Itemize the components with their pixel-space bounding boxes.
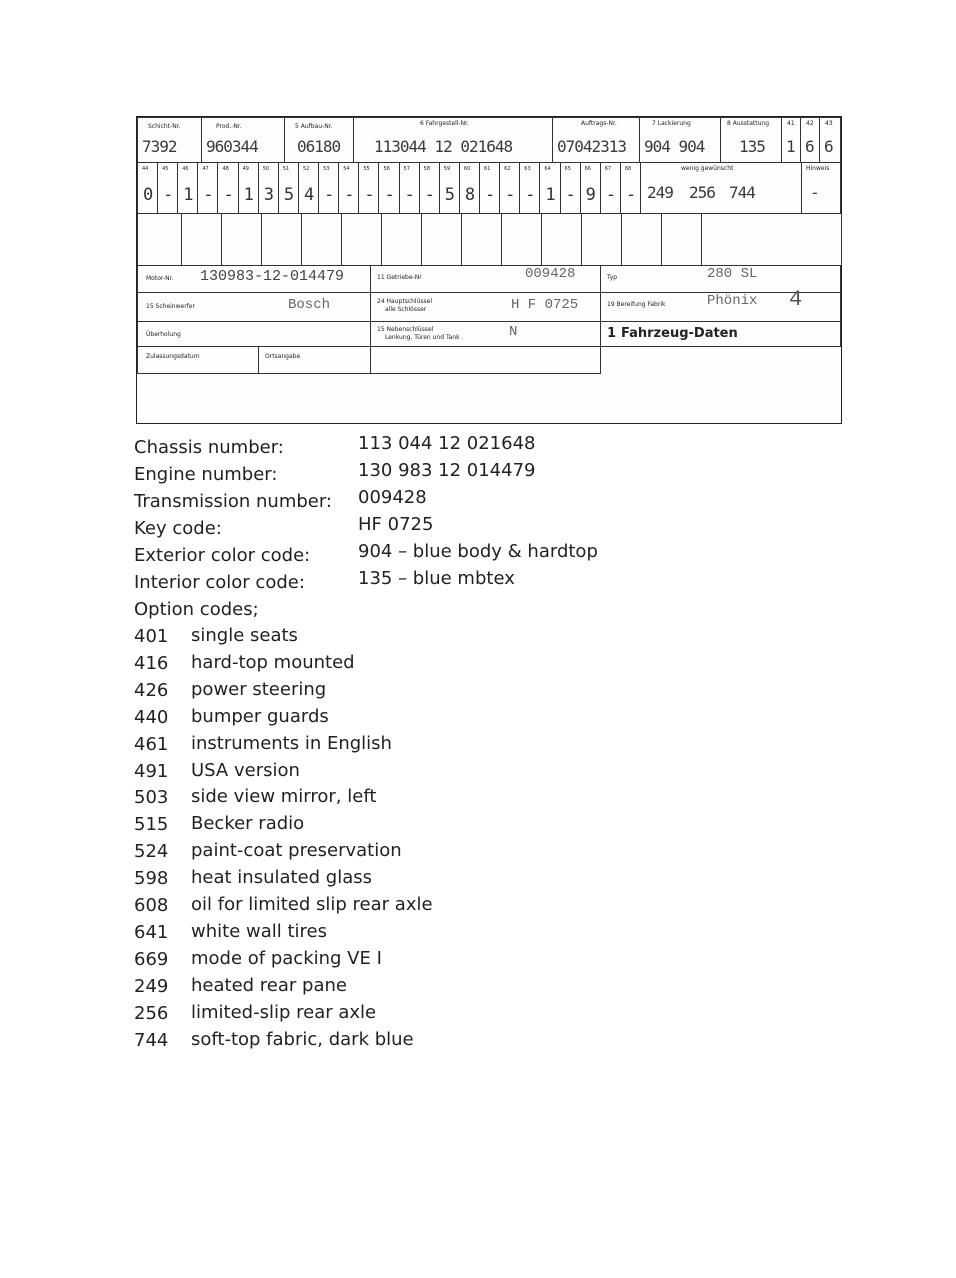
empty-box (381, 213, 422, 266)
motor-label: Motor-Nr. (146, 275, 174, 282)
option-description: USA version (191, 759, 300, 781)
code-cell-value: - (505, 185, 516, 205)
getriebe-label: 11 Getriebe-Nr (377, 274, 422, 281)
bereifung-mark: 4 (789, 287, 803, 312)
spec-label: Exterior color code: (134, 545, 311, 566)
aufbau-label: 5 Aufbau-Nr. (295, 123, 333, 130)
code-cell (157, 162, 178, 214)
fahrzeug-label: Fahrzeug-Daten (621, 326, 738, 341)
option-code: 401 (134, 626, 169, 647)
bereifung-label: 19 Bereifung Fabrik (607, 301, 666, 308)
code-cell (459, 162, 480, 214)
option-code: 256 (134, 1002, 169, 1024)
neben-label2: Lenkung, Türen und Tank (385, 334, 460, 341)
haupt-label: 24 Hauptschlüssel (377, 298, 433, 305)
code-cell (137, 162, 158, 214)
code-cell-value: - (364, 185, 375, 205)
code-cell-number: 55 (363, 166, 370, 172)
schicht-label: Schicht-Nr. (148, 123, 181, 130)
code-cell-value: 8 (464, 185, 476, 205)
code-cell (278, 162, 299, 214)
code-cell (419, 162, 440, 214)
empty-box (661, 213, 702, 266)
schicht-value: 7392 (142, 137, 177, 156)
code-cell-value: - (384, 185, 395, 205)
code-cell-value: - (324, 185, 335, 205)
option-code: 416 (134, 652, 169, 674)
cell-ausstattung (720, 117, 782, 163)
option-description: paint-coat preservation (191, 840, 402, 862)
code-cell-number: 64 (544, 166, 551, 172)
option-code: 744 (134, 1029, 169, 1051)
empty-box (341, 213, 382, 266)
code-cell-value: - (163, 185, 174, 205)
option-description: heated rear pane (191, 974, 347, 996)
code-cell (238, 162, 259, 214)
aufbau-value: 06180 (297, 137, 341, 156)
code-cell-value: - (485, 185, 496, 205)
ausstattung-value: 135 (739, 137, 765, 156)
code-cell (439, 162, 460, 214)
code-cell-number: 51 (282, 166, 290, 172)
sonder-value-0: 249 (647, 183, 673, 202)
code-cell-number: 52 (302, 166, 310, 172)
cell-schicht (137, 117, 202, 163)
cell-42 (800, 117, 820, 163)
cell-getriebe (370, 265, 601, 293)
spec-value: 009428 (358, 487, 427, 508)
lack-value: 904 904 (644, 137, 705, 156)
prod-label: Prod.-Nr. (216, 123, 242, 130)
option-description: Becker radio (191, 813, 305, 835)
code-cell-value: - (565, 185, 576, 205)
cell-typ (600, 265, 841, 293)
c41-label: 41 (787, 120, 795, 127)
cell-sonder (640, 162, 802, 214)
fahrgestell-value: 113044 12 021648 (374, 137, 513, 156)
code-cell (358, 162, 379, 214)
option-description: power steering (191, 678, 327, 700)
code-cell-number: 58 (423, 166, 431, 172)
option-description: soft-top fabric, dark blue (191, 1028, 414, 1050)
bereifung-value: Phönix (707, 293, 758, 309)
option-code: 608 (134, 895, 169, 916)
spec-value: HF 0725 (358, 514, 434, 535)
sonder-value-2: 744 (729, 183, 755, 202)
code-cell-value: - (223, 185, 234, 205)
spec-label: Interior color code: (134, 572, 305, 593)
cell-blank-a (370, 346, 601, 374)
cell-scheinwerfer (137, 292, 371, 322)
cell-nebenschluessel (370, 321, 601, 347)
options-heading: Option codes; (134, 599, 259, 620)
spec-value: 130 983 12 014479 (358, 460, 536, 481)
code-cell (197, 162, 218, 214)
option-description: hard-top mounted (191, 651, 355, 673)
empty-box (221, 213, 262, 266)
option-code: 249 (134, 975, 169, 997)
option-description: oil for limited slip rear axle (191, 894, 433, 915)
code-cell-value: 5 (283, 185, 295, 205)
option-code: 461 (134, 733, 169, 755)
typ-value: 280 SL (707, 266, 758, 282)
code-cell-number: 65 (564, 166, 571, 172)
zulassung-label: Zulassungsdatum (146, 353, 200, 360)
option-code: 491 (134, 760, 169, 782)
cell-prod (201, 117, 285, 163)
sonder-label: wenig gewünscht (681, 165, 734, 172)
fahrgestell-label: 6 Fahrgestell-Nr. (420, 120, 469, 127)
spec-label: Engine number: (134, 464, 278, 485)
code-cell-number: 61 (484, 166, 491, 172)
c42-value: 6 (805, 137, 814, 156)
option-description: single seats (191, 625, 298, 646)
empty-box (301, 213, 342, 266)
code-cell-number: 47 (202, 166, 209, 172)
scheinwerfer-label: 15 Scheinwerfer (146, 303, 195, 310)
code-cell-number: 50 (262, 166, 270, 172)
code-cell-value: - (605, 185, 616, 205)
code-cell-value: 5 (444, 185, 456, 205)
cell-lack (639, 117, 721, 163)
code-cell-value: 1 (183, 185, 194, 205)
code-cell-number: 60 (463, 166, 471, 172)
option-description: mode of packing VE I (191, 947, 382, 969)
cell-41 (781, 117, 801, 163)
empty-box (541, 213, 582, 266)
code-cell-number: 67 (604, 166, 612, 172)
code-cell (217, 162, 238, 214)
fahrzeug-mark: 1 (607, 326, 617, 341)
code-cell-value: - (344, 185, 355, 205)
option-description: heat insulated glass (191, 867, 373, 889)
c42-label: 42 (806, 120, 814, 127)
code-cell-value: 3 (263, 185, 274, 205)
empty-box (461, 213, 502, 266)
cell-fahrgestell (353, 117, 553, 163)
code-cell (600, 162, 621, 214)
code-cell-value: 4 (303, 185, 315, 205)
empty-box (701, 213, 842, 266)
code-cell-value: 0 (143, 185, 154, 205)
empty-box (501, 213, 542, 266)
code-cell (318, 162, 339, 214)
spec-label: Chassis number: (134, 437, 284, 458)
cell-43 (819, 117, 841, 163)
motor-value: 130983-12-014479 (200, 268, 345, 285)
code-cell-value: 1 (545, 185, 556, 205)
option-code: 641 (134, 921, 169, 943)
code-cell-value: - (525, 185, 536, 205)
code-cell-value: - (625, 185, 637, 205)
code-cell-value: - (203, 185, 214, 205)
spec-value: 135 – blue mbtex (358, 568, 515, 589)
code-cell-number: 53 (323, 166, 330, 172)
code-cell-number: 44 (142, 166, 149, 172)
cell-ueberholung (137, 321, 371, 347)
cell-bereifung (600, 287, 841, 322)
option-code: 515 (134, 814, 169, 836)
cell-fahrzeug-daten (600, 321, 841, 347)
spec-label: Key code: (134, 518, 222, 539)
code-cell-number: 48 (222, 166, 229, 172)
auftrag-label: Auftrags-Nr. (581, 120, 617, 127)
option-code: 426 (134, 679, 169, 701)
neben-label: 15 Nebenschlüssel (377, 326, 434, 333)
code-cell-number: 49 (242, 166, 249, 172)
cell-hinweis (801, 162, 841, 214)
code-cell (399, 162, 420, 214)
c43-label: 43 (825, 120, 833, 127)
code-cell-number: 45 (162, 166, 169, 172)
option-description: white wall tires (191, 920, 327, 942)
spec-label: Transmission number: (134, 491, 332, 512)
code-cell (499, 162, 520, 214)
ort-label: Ortsangabe (265, 353, 301, 360)
sonder-value-1: 256 (689, 183, 715, 202)
code-cell-number: 56 (383, 166, 390, 172)
empty-box (621, 213, 662, 266)
empty-box (581, 213, 622, 266)
haupt-value: H F 0725 (511, 297, 579, 313)
code-cell-number: 66 (584, 166, 591, 172)
code-cell-number: 57 (403, 166, 410, 172)
neben-value: N (509, 324, 518, 340)
code-cell (620, 162, 641, 214)
auftrag-value: 07042313 (557, 137, 627, 156)
code-cell (539, 162, 560, 214)
cell-ort (258, 346, 371, 374)
empty-box (181, 213, 222, 266)
code-cell (378, 162, 399, 214)
code-cell (560, 162, 581, 214)
code-cell-value: 1 (243, 185, 254, 205)
code-cell (298, 162, 319, 214)
data-card (136, 116, 842, 424)
code-cell (519, 162, 540, 214)
code-cell-value: - (404, 185, 415, 205)
code-cell-number: 46 (182, 166, 189, 172)
cell-aufbau (284, 117, 354, 163)
option-code: 503 (134, 787, 169, 809)
code-cell-number: 63 (524, 166, 531, 172)
ausstattung-label: 8 Ausstattung (727, 120, 770, 127)
code-cell (479, 162, 500, 214)
cell-zulassung (137, 346, 259, 374)
spec-value: 113 044 12 021648 (358, 433, 536, 454)
code-cell-number: 62 (504, 166, 511, 172)
option-description: bumper guards (191, 705, 329, 727)
empty-box (421, 213, 462, 266)
code-cell-number: 68 (624, 166, 632, 172)
code-cell (580, 162, 601, 214)
option-description: instruments in English (191, 732, 392, 754)
prod-value: 960344 (206, 137, 258, 156)
option-description: side view mirror, left (191, 786, 377, 808)
code-cell-value: 9 (585, 185, 596, 205)
cell-hauptschluessel (370, 292, 601, 322)
code-cell-value: - (424, 185, 435, 205)
option-code: 598 (134, 868, 169, 890)
code-cell-number: 54 (343, 166, 350, 172)
code-cell (258, 162, 279, 214)
empty-box (261, 213, 302, 266)
option-description: limited-slip rear axle (191, 1001, 377, 1023)
cell-motor (137, 265, 371, 293)
option-code: 440 (134, 706, 169, 728)
hinweis-value: - (810, 183, 819, 202)
c41-value: 1 (786, 137, 795, 156)
typ-label: Typ (607, 274, 618, 281)
code-cell (338, 162, 359, 214)
scheinwerfer-value: Bosch (288, 297, 331, 313)
code-cell-number: 59 (443, 166, 451, 172)
getriebe-value: 009428 (525, 266, 576, 282)
code-cell (177, 162, 198, 214)
option-code: 669 (134, 948, 169, 970)
c43-value: 6 (824, 137, 833, 156)
lack-label: 7 Lackierung (652, 120, 691, 127)
empty-box (137, 213, 182, 266)
hinweis-label: Hinweis (806, 165, 830, 172)
option-code: 524 (134, 841, 169, 863)
cell-auftrag (552, 117, 640, 163)
ueberholung-label: Überholung (146, 331, 181, 338)
haupt-label2: alle Schlösser (385, 306, 427, 313)
spec-value: 904 – blue body & hardtop (358, 541, 598, 562)
